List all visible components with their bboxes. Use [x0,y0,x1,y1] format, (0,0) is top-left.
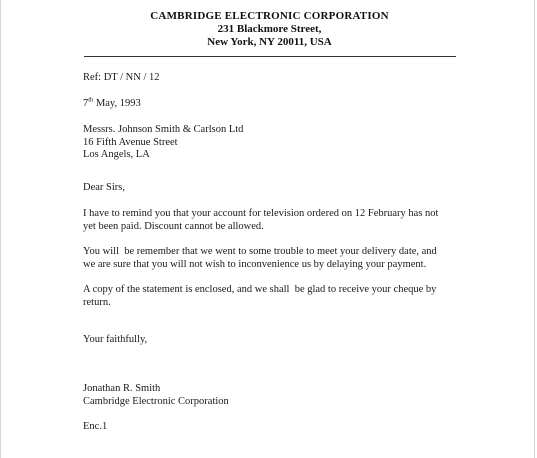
paragraph-line: A copy of the statement is enclosed, and we shall be glad to receive your cheque by [83,284,437,295]
inside-address [83,124,471,162]
complimentary-close [83,334,471,347]
addressee-street: 16 Fifth Avenue Street [83,136,178,148]
letterhead-company: CAMBRIDGE ELECTRONIC CORPORATION [150,10,389,22]
letterhead-city: New York, NY 20011, USA [207,36,332,48]
letterhead [1,10,537,49]
salutation [83,182,471,195]
letter-date [83,98,471,111]
paragraph-line: You will be remember that we went to some trouble to meet your delivery date, and [83,246,437,257]
date-rest: May, 1993 [93,98,141,109]
salutation-text: Dear Sirs, [83,182,125,193]
enclosure-note [83,421,471,434]
addressee-city: Los Angels, LA [83,149,150,160]
body-paragraph-1 [83,208,471,233]
closing-text: Your faithfully, [83,334,148,345]
letterhead-divider [84,56,456,57]
addressee-name: Messrs. Johnson Smith & Carlson Ltd [83,124,244,135]
reference-line [83,72,471,85]
signer-name: Jonathan R. Smith [83,383,161,394]
letterhead-street: 231 Blackmore Street, [217,23,322,35]
date-suffix: th [88,96,94,104]
enclosure-text: Enc.1 [83,421,108,432]
reference-text: Ref: DT / NN / 12 [83,72,160,83]
paragraph-line: we are sure that you will not wish to inconvenience us by delaying your payment. [83,258,427,270]
signature-block [83,383,471,408]
date-day: 7 [83,98,89,109]
paragraph-line: yet been paid. Discount cannot be allowed. [83,220,264,232]
body-paragraph-2 [83,246,471,271]
paragraph-line: return. [83,296,111,308]
signer-company: Cambridge Electronic Corporation [83,395,229,407]
paragraph-line: I have to remind you that your account for television ordered on 12 February has not [83,208,439,219]
body-paragraph-3 [83,284,471,309]
